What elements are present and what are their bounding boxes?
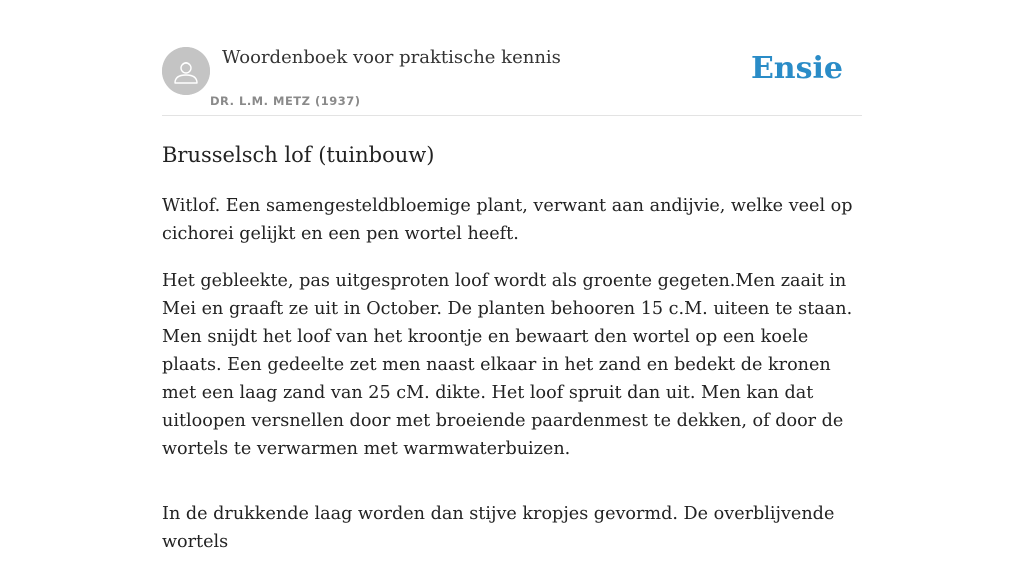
paragraph: Het gebleekte, pas uitgesproten loof wordt als groente gegeten.Men zaait in Mei en graaft ze uit in October. De planten behooren 15 c.M. uiteen te staan. Men snijdt het loof van het kroontje en bewaart den wortel op een koele plaats. Een gedeelte zet men naast elkaar in het zand en bedekt de kronen met een laag zand van 25 cM. dikte. Het loof spruit dan uit. Men kan dat uitloopen versnellen door met broeiende paardenmest te dekken, of door de wortels te verwarmen met warmwaterbuizen.	[162, 271, 853, 459]
entry-header	[162, 0, 862, 116]
author-label: DR. L.M. METZ (1937)	[210, 94, 361, 108]
user-icon	[162, 47, 210, 95]
book-title[interactable]: Woordenboek voor praktische kennis	[222, 47, 561, 68]
brand-logo[interactable]: Ensie	[750, 51, 843, 86]
entry-body	[162, 192, 867, 575]
paragraph: In de drukkende laag worden dan stijve kropjes gevormd. De overblijvende wortels	[162, 504, 835, 552]
user-icon-graphic	[162, 47, 210, 95]
content-container	[162, 0, 862, 552]
entry-title: Brusselsch lof (tuinbouw)	[162, 143, 435, 167]
paragraph: Witlof. Een samengesteldbloemige plant, verwant aan andijvie, welke veel op cichorei gelijkt en een pen wortel heeft.	[162, 196, 853, 244]
